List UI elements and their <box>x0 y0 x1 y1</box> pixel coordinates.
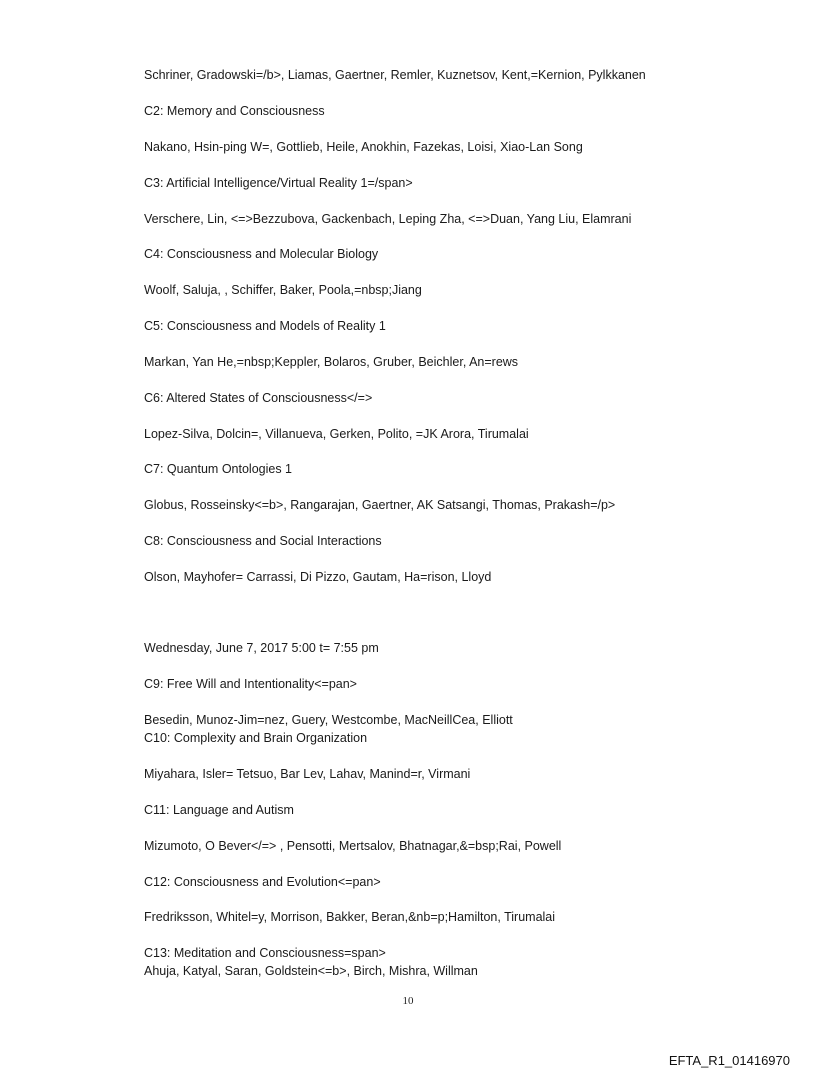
session-heading-c2: C2: Memory and Consciousness <box>144 104 325 118</box>
attendee-line-c9: Besedin, Munoz-Jim=nez, Guery, Westcombe, MacNeillCea, Elliott <box>144 713 513 727</box>
attendee-line-c7: Globus, Rosseinsky<=b>, Rangarajan, Gaertner, AK Satsangi, Thomas, Prakash=/p> <box>144 498 616 512</box>
session-heading-c8: C8: Consciousness and Social Interactions <box>144 534 382 548</box>
attendee-line-c6: Lopez-Silva, Dolcin=, Villanueva, Gerken, Polito, =JK Arora, Tirumalai <box>144 427 529 441</box>
session-heading-c10: C10: Complexity and Brain Organization <box>144 731 368 745</box>
attendee-line-c13: Ahuja, Katyal, Saran, Goldstein<=b>, Birch, Mishra, Willman <box>144 964 478 978</box>
attendee-line-c5: Markan, Yan He,=nbsp;Keppler, Bolaros, Gruber, Beichler, An=rews <box>144 355 519 369</box>
session-heading-c9: C9: Free Will and Intentionality<=pan> <box>144 677 357 691</box>
session-heading-c4: C4: Consciousness and Molecular Biology <box>144 247 379 261</box>
session-heading-c6: C6: Altered States of Consciousness</=> <box>144 391 373 405</box>
attendee-line-c2: Nakano, Hsin-ping W=, Gottlieb, Heile, Anokhin, Fazekas, Loisi, Xiao-Lan Song <box>144 140 583 154</box>
attendee-line-c11: Mizumoto, O Bever</=> , Pensotti, Mertsalov, Bhatnagar,&=bsp;Rai, Powell <box>144 839 562 853</box>
attendee-line-c1: Schriner, Gradowski=/b>, Liamas, Gaertner, Remler, Kuznetsov, Kent,=Kernion, Pylkkanen <box>144 68 646 82</box>
attendee-line-c12: Fredriksson, Whitel=y, Morrison, Bakker, Beran,&nb=p;Hamilton, Tirumalai <box>144 910 556 924</box>
session-heading-c7: C7: Quantum Ontologies 1 <box>144 462 292 476</box>
session-heading-c12: C12: Consciousness and Evolution<=pan> <box>144 875 381 889</box>
attendee-line-c8: Olson, Mayhofer= Carrassi, Di Pizzo, Gautam, Ha=rison, Lloyd <box>144 570 492 584</box>
attendee-line-c4: Woolf, Saluja, , Schiffer, Baker, Poola,=nbsp;Jiang <box>144 283 422 297</box>
session-heading-c11: C11: Language and Autism <box>144 803 294 817</box>
session-heading-c3: C3: Artificial Intelligence/Virtual Reality 1=/span> <box>144 176 413 190</box>
attendee-line-c10: Miyahara, Isler= Tetsuo, Bar Lev, Lahav, Manind=r, Virmani <box>144 767 471 781</box>
page-number: 10 <box>402 995 414 1007</box>
date-heading: Wednesday, June 7, 2017 5:00 t= 7:55 pm <box>144 641 379 655</box>
attendee-line-c3: Verschere, Lin, <=>Bezzubova, Gackenbach, Leping Zha, <=>Duan, Yang Liu, Elamrani <box>144 212 632 226</box>
session-heading-c5: C5: Consciousness and Models of Reality 1 <box>144 319 386 333</box>
session-heading-c13: C13: Meditation and Consciousness=span> <box>144 946 386 960</box>
document-id: EFTA_R1_01416970 <box>668 1053 790 1068</box>
